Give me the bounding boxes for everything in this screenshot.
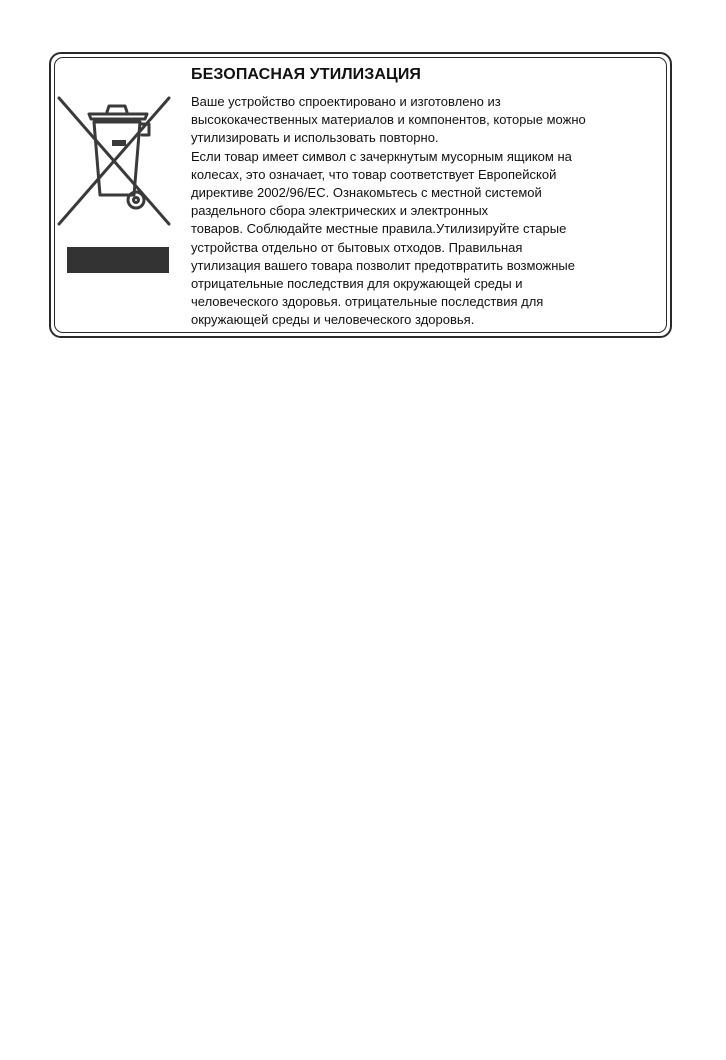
notice-line: Если товар имеет символ с зачеркнутым мусорным ящиком на: [191, 148, 572, 164]
notice-line: утилизация вашего товара позволит предотвратить возможные: [191, 257, 575, 273]
notice-line: окружающей среды и человеческого здоровья.: [191, 312, 475, 328]
notice-line: отрицательные последствия для окружающей среды и: [191, 276, 523, 292]
notice-line: товаров. Соблюдайте местные правила.Утилизируйте старые: [191, 221, 567, 237]
notice-line: человеческого здоровья. отрицательные последствия для: [191, 294, 544, 310]
notice-line: директиве 2002/96/EC. Ознакомьтесь с местной системой: [191, 185, 542, 201]
crossed-out-wheelie-bin-icon: [57, 92, 173, 232]
notice-line: утилизировать и использовать повторно.: [191, 130, 439, 146]
disposal-notice-box: [49, 52, 672, 338]
weee-symbol: [57, 92, 173, 282]
notice-title: БЕЗОПАСНАЯ УТИЛИЗАЦИЯ: [191, 66, 422, 83]
notice-line: колесах, это означает, что товар соответствует Европейской: [191, 166, 557, 182]
notice-line: Ваше устройство спроектировано и изготовлено из: [191, 94, 501, 109]
notice-line: раздельного сбора электрических и электронных: [191, 203, 489, 219]
notice-line: высококачественных материалов и компонентов, которые можно: [191, 112, 586, 128]
notice-line: устройства отдельно от бытовых отходов. Правильная: [191, 239, 523, 255]
weee-black-bar: [67, 247, 169, 273]
notice-text: [191, 65, 667, 330]
